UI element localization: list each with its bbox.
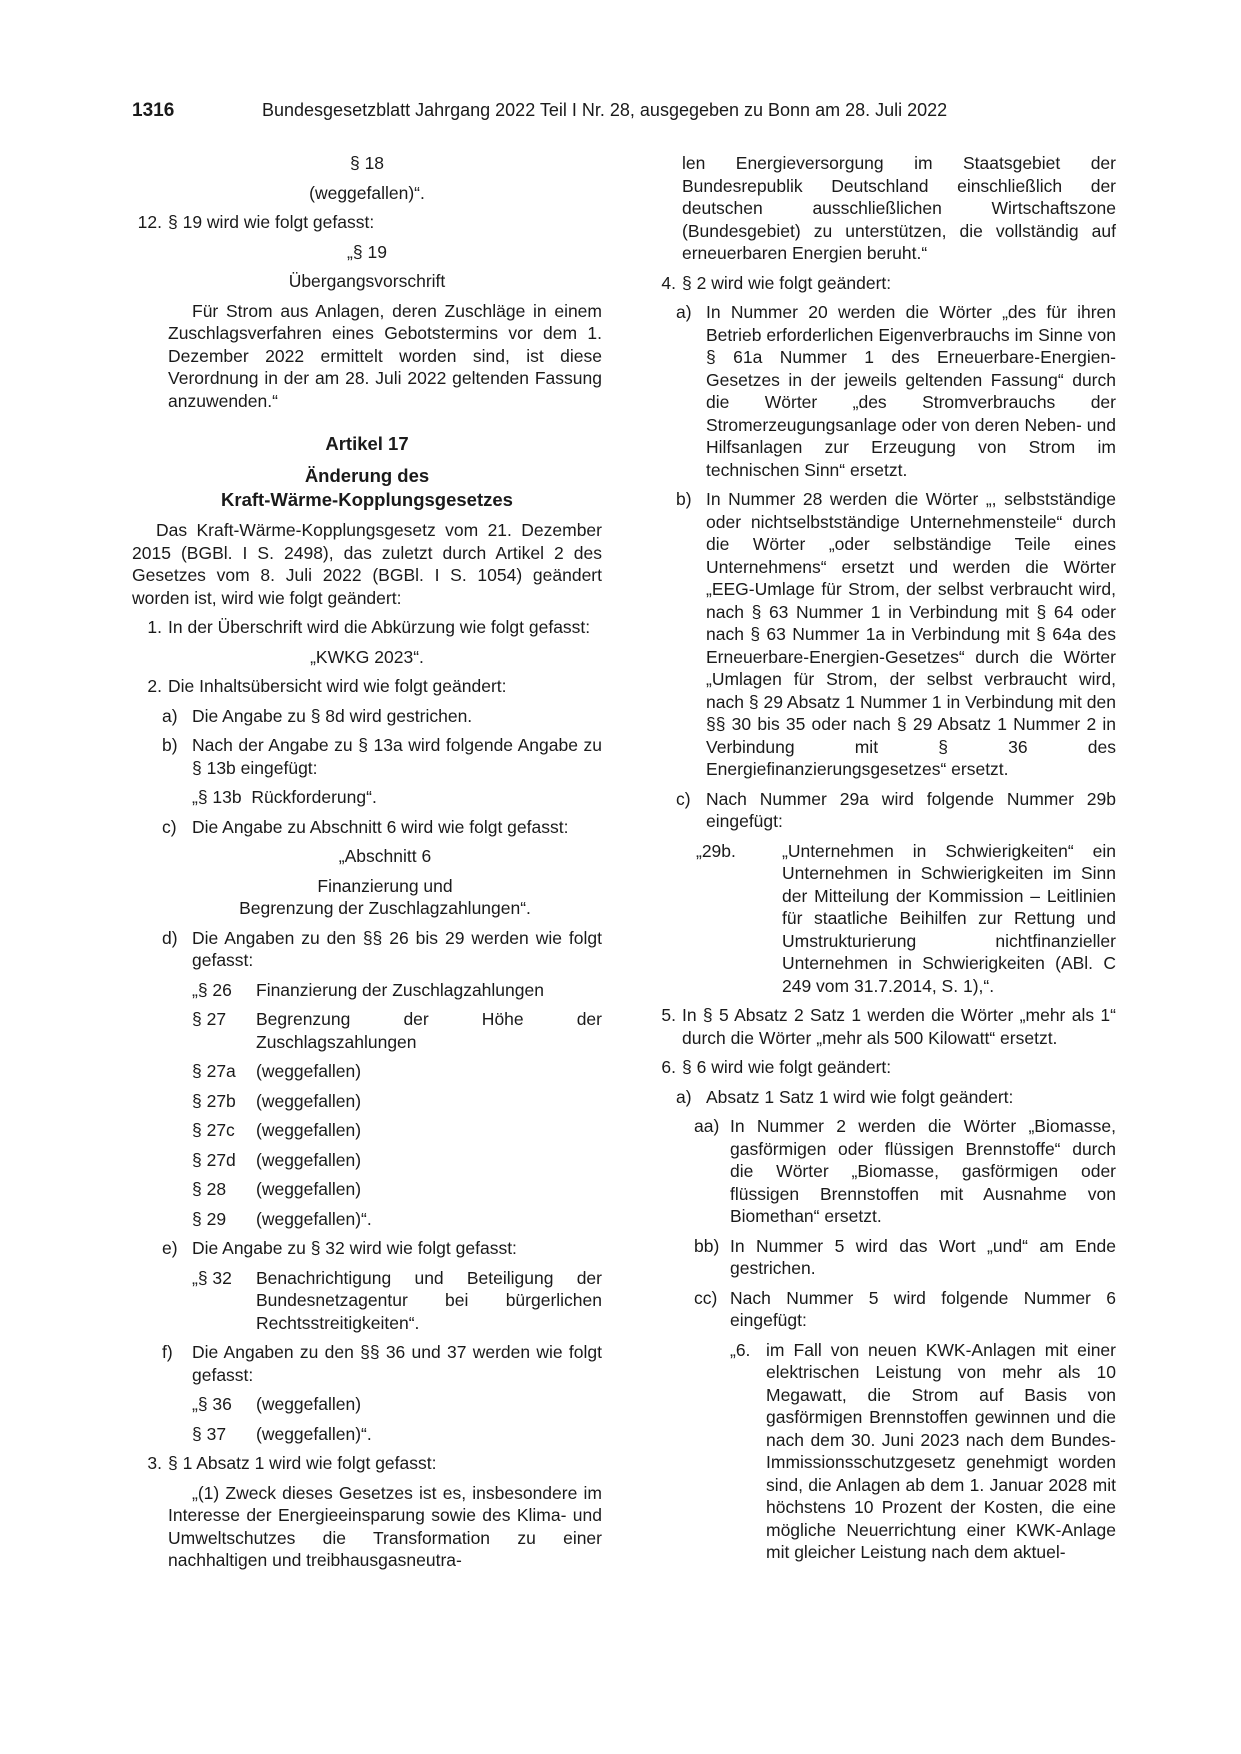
- quote-number: „6.: [730, 1339, 751, 1360]
- section-number: § 37: [192, 1423, 227, 1444]
- item-2a: [132, 705, 602, 728]
- item-4c: [646, 788, 1116, 833]
- section-row: [192, 1208, 602, 1231]
- item-text: Absatz 1 Satz 1 wird wie folgt geändert:: [706, 1086, 1014, 1107]
- section-row: [192, 1008, 602, 1053]
- quote-number: „29b.: [696, 840, 736, 861]
- item-text: Nach Nummer 29a wird folgende Nummer 29b eingefügt:: [706, 788, 1116, 831]
- item-text: § 1 Absatz 1 wird wie folgt gefasst:: [168, 1453, 437, 1473]
- item-text: Die Angabe zu § 32 wird wie folgt gefasst:: [192, 1238, 517, 1258]
- section-row: [192, 1060, 602, 1083]
- section-row: [192, 1090, 602, 1113]
- item-6a: [646, 1086, 1116, 1109]
- quote-text: „Unternehmen in Schwierigkeiten“ ein Unternehmen in Schwierigkeiten im Sinn der Mitteilung der Kommission – Leitlinien für staatliche Beihilfen zur Rettung und Umstrukturierung nichtfinanzieller Unternehmen in Schwierigkeiten (ABl. C 249 vom 31.7.2014, S. 1),“.: [782, 840, 1116, 996]
- article-label: Artikel 17: [325, 433, 409, 454]
- section-row: [192, 1393, 602, 1416]
- item-text: In § 5 Absatz 2 Satz 1 werden die Wörter „mehr als 1“ durch die Wörter „mehr als 500 Kilowatt“ ersetzt.: [682, 1005, 1116, 1048]
- item-letter: b): [676, 489, 692, 509]
- item-letter: c): [162, 816, 177, 837]
- item-12: [132, 211, 602, 234]
- item-text: § 2 wird wie folgt geändert:: [682, 272, 892, 293]
- item-letter: bb): [694, 1235, 720, 1256]
- section-title: (weggefallen): [256, 1179, 362, 1199]
- quote-line: Finanzierung und: [317, 875, 453, 896]
- item-text: In der Überschrift wird die Abkürzung wie folgt gefasst:: [168, 617, 591, 637]
- section-title: (weggefallen)“.: [256, 1208, 372, 1229]
- section-number: § 27b: [192, 1090, 236, 1111]
- article-title-2: Kraft-Wärme-Kopplungsgesetzes: [221, 489, 513, 510]
- section-list-32: [132, 1267, 602, 1335]
- item-text: Die Angaben zu den §§ 26 bis 29 werden wie folgt gefasst:: [192, 927, 602, 970]
- item-text: Die Inhaltsübersicht wird wie folgt geändert:: [168, 676, 507, 696]
- item-2b: [132, 734, 602, 779]
- section-title: (weggefallen)“.: [256, 1423, 372, 1444]
- section-title: (weggefallen): [256, 1394, 362, 1414]
- section-title: (weggefallen): [256, 1090, 362, 1111]
- item-text: § 19 wird wie folgt gefasst:: [168, 212, 375, 232]
- s19-heading: „§ 19: [347, 241, 387, 262]
- s19-title: Übergangsvorschrift: [288, 271, 446, 291]
- section-number: § 27a: [192, 1061, 236, 1081]
- item-letter: a): [676, 1086, 692, 1107]
- quote-s1-abs1: „(1) Zweck dieses Gesetzes ist es, insbesondere im Interesse der Energieeinsparung sowie des Klima- und Umweltschutzes die Transformation zu einer nachhaltigen und treibhausgasneutra-: [168, 1482, 602, 1570]
- item-letter: d): [162, 927, 178, 948]
- item-2f: [132, 1341, 602, 1386]
- section-title: Finanzierung der Zuschlagzahlungen: [256, 979, 544, 1000]
- item-1: [132, 616, 602, 639]
- item-number: 2.: [147, 676, 162, 696]
- item-2d: [132, 927, 602, 972]
- quote-29b: [646, 840, 1116, 998]
- item-text: In Nummer 2 werden die Wörter „Biomasse, gasförmigen oder flüssigen Brennstoffe“ durch die Wörter „Biomasse, gasförmigen oder flüssigen Brennstoffen mit Ausnahme von Biomethan“ ersetzt.: [730, 1116, 1116, 1226]
- page-number: 1316: [132, 100, 175, 121]
- item-letter: cc): [694, 1287, 718, 1308]
- item-number: 3.: [147, 1453, 162, 1473]
- section-number: „§ 26: [192, 979, 232, 1000]
- quote-line: Begrenzung der Zuschlagzahlungen“.: [239, 898, 531, 918]
- running-title: Bundesgesetzblatt Jahrgang 2022 Teil I Nr. 28, ausgegeben zu Bonn am 28. Juli 2022: [262, 100, 948, 120]
- item-number: 4.: [661, 272, 676, 293]
- item-text: In Nummer 20 werden die Wörter „des für ihren Betrieb erforderlichen Eigenverbrauchs im Sinne von § 61a Nummer 1 des Erneuerbare-Energien-Gesetzes in der jeweils geltenden Fassung“ durch die Wörter „des Stromverbrauchs der Stromerzeugungsanlage oder von deren Neben- und Hilfsanlagen zur Erzeugung von Strom im technischen Sinn“ ersetzt.: [706, 302, 1116, 480]
- item-number: 12.: [137, 212, 162, 232]
- item-4b: [646, 488, 1116, 781]
- section-number: „§ 32: [192, 1267, 232, 1288]
- item-2c: [132, 816, 602, 839]
- section-list-26-29: [132, 979, 602, 1231]
- item-6: [646, 1056, 1116, 1079]
- section-row: [192, 1119, 602, 1142]
- section-row: [192, 1423, 602, 1446]
- section-number: § 27c: [192, 1120, 235, 1140]
- item-4a: [646, 301, 1116, 481]
- section-row: [192, 1267, 602, 1335]
- item-letter: a): [162, 705, 178, 726]
- item-letter: aa): [694, 1116, 720, 1136]
- quote-abschnitt-6: [132, 845, 602, 920]
- section-row: [192, 1149, 602, 1172]
- page-header: [132, 100, 1112, 126]
- s18-heading: § 18: [349, 153, 385, 173]
- item-letter: b): [162, 735, 178, 755]
- article-title-1: Änderung des: [304, 465, 430, 486]
- item-text: § 6 wird wie folgt geändert:: [682, 1057, 892, 1077]
- item-6a-cc: [646, 1287, 1116, 1332]
- section-number: § 27: [192, 1009, 227, 1029]
- quote-line: „Abschnitt 6: [338, 846, 432, 866]
- item-3: [132, 1452, 602, 1475]
- article-intro: Das Kraft-Wärme-Kopplungsgesetz vom 21. Dezember 2015 (BGBl. I S. 2498), das zuletzt durch Artikel 2 des Gesetzes vom 8. Juli 2022 (BGBl. I S. 1054) geändert worden ist, wird wie folgt geändert:: [132, 520, 602, 608]
- item-number: 5.: [661, 1005, 676, 1025]
- item-text: Die Angabe zu § 8d wird gestrichen.: [192, 705, 473, 726]
- left-column: [132, 152, 602, 1572]
- quote-text: im Fall von neuen KWK-Anlagen mit einer elektrischen Leistung von mehr als 10 Megawatt, die Strom auf Basis von gasförmigen Brennstoffen gewinnen und die nach dem 30. Juni 2023 nach dem Bundes-Immissionsschutzgesetz genehmigt worden sind, die Anlagen ab dem 1. Januar 2028 mit höchstens 10 Prozent der Kosten, die eine mögliche Neuerrichtung einer KWK-Anlage mit gleicher Leistung nach dem aktuel-: [766, 1339, 1116, 1562]
- quote-13b: „§ 13b Rückforderung“.: [192, 787, 377, 807]
- item-text: Nach der Angabe zu § 13a wird folgende Angabe zu § 13b eingefügt:: [192, 735, 602, 778]
- item-2e: [132, 1237, 602, 1260]
- right-column: [646, 152, 1116, 1564]
- item-6a-bb: [646, 1235, 1116, 1280]
- item-text: In Nummer 28 werden die Wörter „, selbstständige oder nichtselbstständige Unternehmensteile“ durch die Wörter „oder selbständige Teile eines Unternehmens“ ersetzt und werden die Wörter „EEG-Umlage für Strom, der selbst verbraucht wird, nach § 63 Nummer 1 in Verbindung mit § 64 oder nach § 63 Nummer 1a in Verbindung mit § 64a des Erneuerbare-Energien-Gesetzes“ durch die Wörter „Umlagen für Strom, der selbst verbraucht wird, nach § 29 Absatz 1 Nummer 1 in Verbindung mit den §§ 30 bis 35 oder nach § 29 Absatz 1 Nummer 2 in Verbindung mit § 36 des Energiefinanzierungsgesetzes“ ersetzt.: [706, 489, 1116, 779]
- s18-text: (weggefallen)“.: [309, 182, 425, 203]
- section-row: [192, 1178, 602, 1201]
- item-letter: e): [162, 1238, 178, 1258]
- item-number: 6.: [661, 1057, 676, 1077]
- section-title: Benachrichtigung und Beteiligung der Bundesnetzagentur bei bürgerlichen Rechtsstreitigkeiten“.: [256, 1267, 602, 1333]
- section-number: § 29: [192, 1208, 227, 1229]
- item-text: Die Angaben zu den §§ 36 und 37 werden wie folgt gefasst:: [192, 1342, 602, 1385]
- section-title: (weggefallen): [256, 1120, 362, 1140]
- section-title: Begrenzung der Höhe der Zuschlagszahlungen: [256, 1009, 602, 1052]
- item-letter: f): [162, 1342, 173, 1362]
- item-4: [646, 272, 1116, 295]
- section-title: (weggefallen): [256, 1061, 362, 1081]
- item-text: Nach Nummer 5 wird folgende Nummer 6 eingefügt:: [730, 1287, 1116, 1330]
- section-row: [192, 979, 602, 1002]
- quote-nummer-6: [646, 1339, 1116, 1564]
- section-number: „§ 36: [192, 1394, 232, 1414]
- item-letter: a): [676, 302, 692, 322]
- item-number: 1.: [147, 617, 162, 637]
- quote-kwkg: „KWKG 2023“.: [310, 646, 424, 667]
- section-number: § 28: [192, 1179, 227, 1199]
- item-5: [646, 1004, 1116, 1049]
- item-text: In Nummer 5 wird das Wort „und“ am Ende gestrichen.: [730, 1235, 1116, 1278]
- item-letter: c): [676, 788, 691, 809]
- item-6a-aa: [646, 1115, 1116, 1228]
- section-number: § 27d: [192, 1149, 236, 1170]
- section-title: (weggefallen): [256, 1149, 362, 1170]
- continued-text: len Energieversorgung im Staatsgebiet der Bundesrepublik Deutschland einschließlich der deutschen ausschließlichen Wirtschaftszone (Bundesgebiet) zu unterstützen, die vollständig auf erneuerbaren Energien beruht.“: [682, 153, 1116, 263]
- s19-text: Für Strom aus Anlagen, deren Zuschläge in einem Zuschlagsverfahren eines Gebotstermins vor dem 1. Dezember 2022 ermittelt worden sind, ist diese Verordnung in der am 28. Juli 2022 geltenden Fassung anzuwenden.“: [168, 300, 602, 411]
- item-text: Die Angabe zu Abschnitt 6 wird wie folgt gefasst:: [192, 816, 569, 837]
- item-2: [132, 675, 602, 698]
- section-list-36-37: [132, 1393, 602, 1445]
